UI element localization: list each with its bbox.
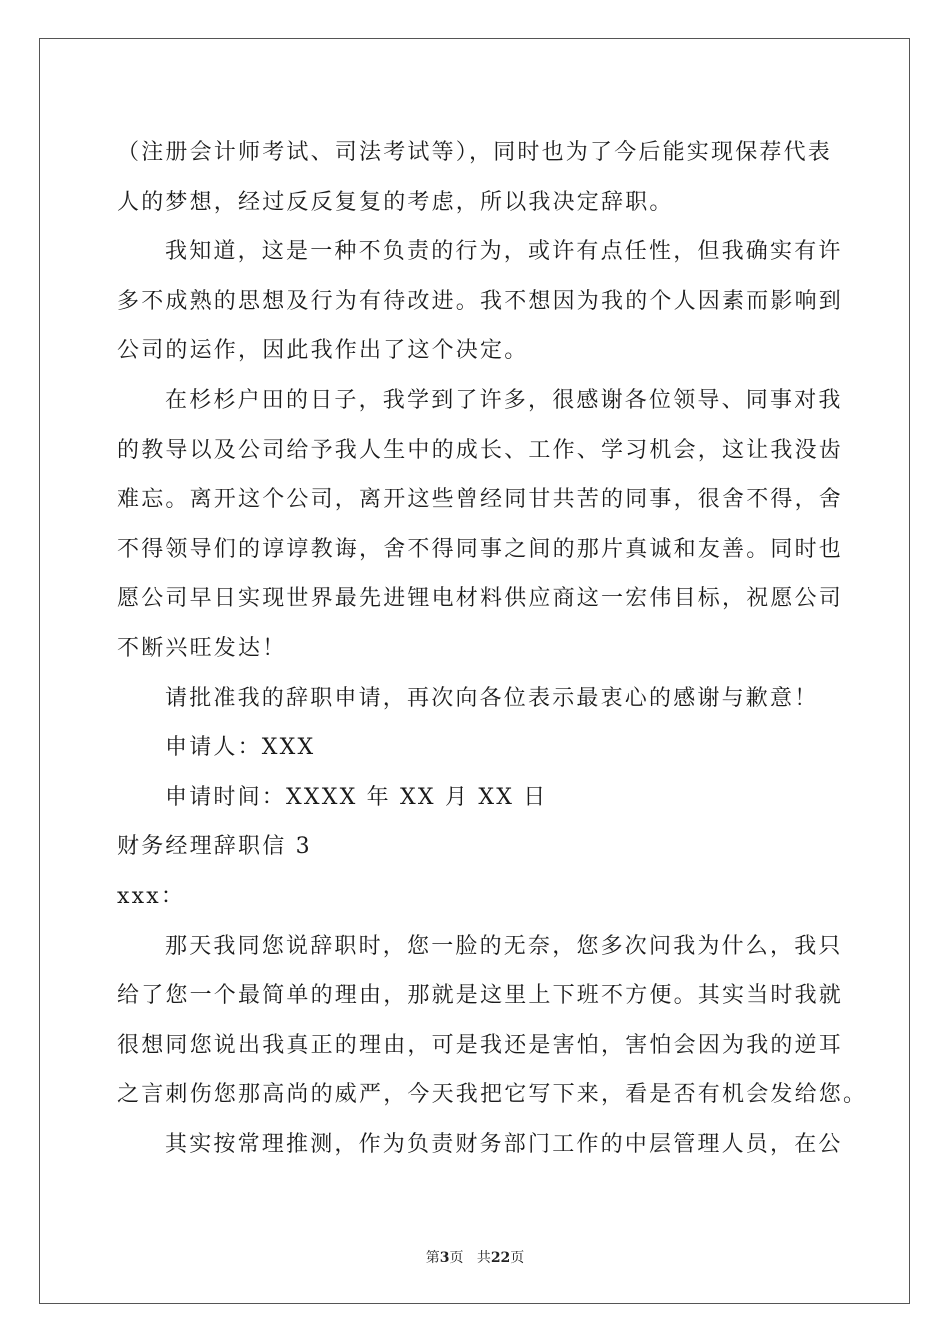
text-line: 公司的运作，因此我作出了这个决定。 — [117, 338, 529, 364]
page-prefix: 第 — [425, 1250, 440, 1266]
text-line: 难忘。离开这个公司，离开这些曾经同甘共苦的同事，很舍不得，舍 — [117, 487, 844, 513]
page-suffix: 页 — [449, 1250, 464, 1266]
total-prefix: 共 — [476, 1250, 491, 1266]
text-line: 很想同您说出我真正的理由，可是我还是害怕，害怕会因为我的逆耳 — [117, 1032, 844, 1058]
text-line: xxx： — [117, 883, 186, 909]
text-line: 人的梦想，经过反反复复的考虑，所以我决定辞职。 — [117, 189, 674, 215]
text-line: 的教导以及公司给予我人生中的成长、工作、学习机会，这让我没齿 — [117, 437, 844, 463]
page-number: 3 — [439, 1250, 450, 1266]
text-line: 请批准我的辞职申请，再次向各位表示最衷心的感谢与歉意！ — [165, 685, 819, 711]
text-line: 我知道，这是一种不负责的行为，或许有点任性，但我确实有许 — [165, 239, 843, 265]
text-line: 其实按常理推测，作为负责财务部门工作的中层管理人员，在公 — [165, 1131, 843, 1157]
text-line: 不得领导们的谆谆教诲，舍不得同事之间的那片真诚和友善。同时也 — [117, 536, 844, 562]
text-line: 那天我同您说辞职时，您一脸的无奈，您多次问我为什么，我只 — [165, 933, 843, 959]
total-suffix: 页 — [510, 1250, 525, 1266]
text-line: 财务经理辞职信 3 — [117, 834, 312, 860]
document-body — [117, 128, 868, 1169]
text-line: 申请时间：XXXX 年 XX 月 XX 日 — [165, 784, 548, 810]
text-line: 之言刺伤您那高尚的威严，今天我把它写下来，看是否有机会发给您。 — [117, 1082, 868, 1108]
text-line: 在杉杉户田的日子，我学到了许多，很感谢各位领导、同事对我 — [165, 387, 843, 413]
page-footer — [0, 1247, 950, 1267]
text-line: 不断兴旺发达！ — [117, 635, 287, 661]
total-pages: 22 — [490, 1250, 511, 1266]
text-line: 申请人：XXX — [165, 735, 316, 761]
text-line: （注册会计师考试、司法考试等），同时也为了今后能实现保荐代表 — [117, 140, 833, 165]
text-line: 多不成熟的思想及行为有待改进。我不想因为我的个人因素而影响到 — [117, 288, 844, 314]
text-line: 给了您一个最简单的理由，那就是这里上下班不方便。其实当时我就 — [117, 983, 844, 1009]
text-line: 愿公司早日实现世界最先进锂电材料供应商这一宏伟目标，祝愿公司 — [117, 586, 844, 612]
